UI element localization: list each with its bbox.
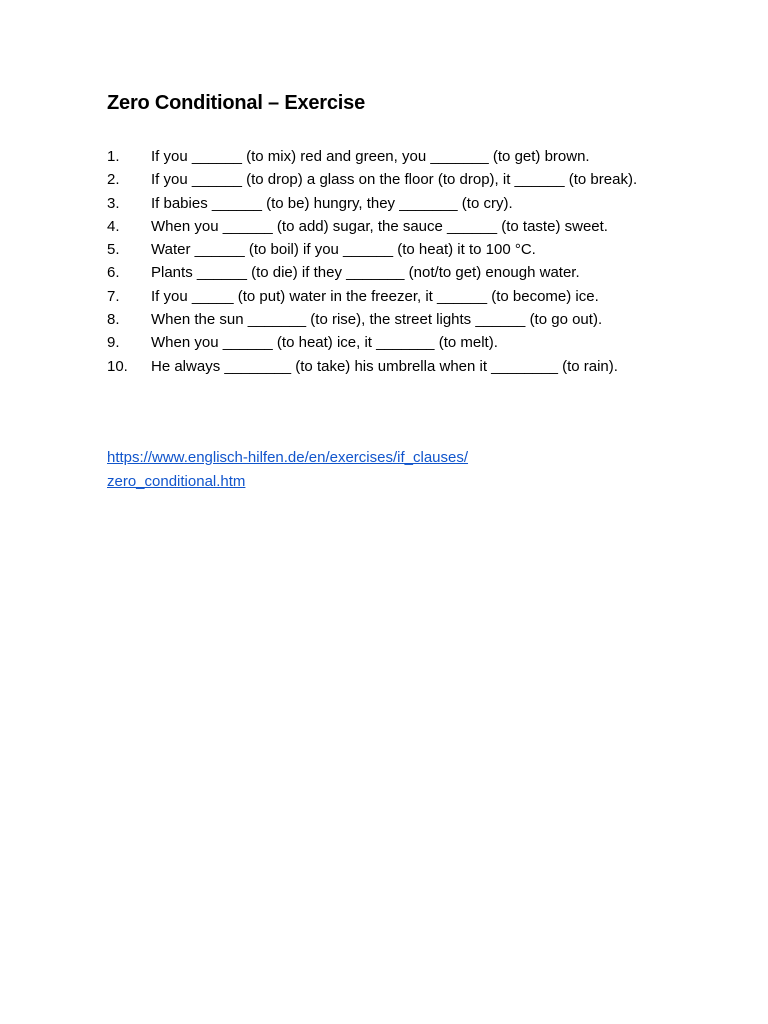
exercise-list [107, 145, 687, 378]
page-title: Zero Conditional – Exercise [107, 92, 366, 114]
item-text: If you ______ (to mix) red and green, you _______ (to get) brown. [151, 148, 590, 165]
item-number: 6. [107, 264, 120, 282]
item-text: When you ______ (to heat) ice, it _______ (to melt). [151, 334, 498, 352]
item-number: 8. [107, 311, 120, 329]
item-text: If you _____ (to put) water in the freezer, it ______ (to become) ice. [151, 287, 599, 305]
exercise-item-6 [107, 261, 687, 284]
item-number: 9. [107, 334, 120, 352]
exercise-item-3 [107, 192, 687, 215]
exercise-item-10 [107, 355, 687, 378]
item-number: 3. [107, 194, 120, 212]
exercise-item-7 [107, 285, 687, 308]
item-text: He always ________ (to take) his umbrella when it ________ (to rain). [151, 357, 618, 375]
source-link[interactable] [107, 446, 468, 494]
exercise-item-4 [107, 215, 687, 238]
item-text: When you ______ (to add) sugar, the sauce ______ (to taste) sweet. [151, 217, 608, 235]
exercise-item-5 [107, 238, 687, 261]
source-link-line-1[interactable]: https://www.englisch-hilfen.de/en/exercises/if_clauses/ [107, 449, 469, 466]
item-text: If you ______ (to drop) a glass on the floor (to drop), it ______ (to break). [151, 171, 638, 189]
item-number: 4. [107, 217, 120, 235]
item-number: 5. [107, 241, 120, 259]
source-link-line-2[interactable]: zero_conditional.htm [107, 473, 246, 490]
item-number: 7. [107, 287, 120, 305]
item-text: Water ______ (to boil) if you ______ (to heat) it to 100 °C. [151, 241, 536, 259]
item-text: When the sun _______ (to rise), the street lights ______ (to go out). [151, 311, 603, 329]
item-number: 2. [107, 171, 120, 189]
item-text: If babies ______ (to be) hungry, they _______ (to cry). [151, 194, 513, 212]
item-number: 10. [107, 357, 128, 375]
item-text: Plants ______ (to die) if they _______ (not/to get) enough water. [151, 264, 580, 282]
exercise-item-2 [107, 168, 687, 191]
exercise-item-1 [107, 145, 687, 168]
exercise-item-8 [107, 308, 687, 331]
exercise-item-9 [107, 331, 687, 354]
item-number: 1. [107, 148, 120, 165]
